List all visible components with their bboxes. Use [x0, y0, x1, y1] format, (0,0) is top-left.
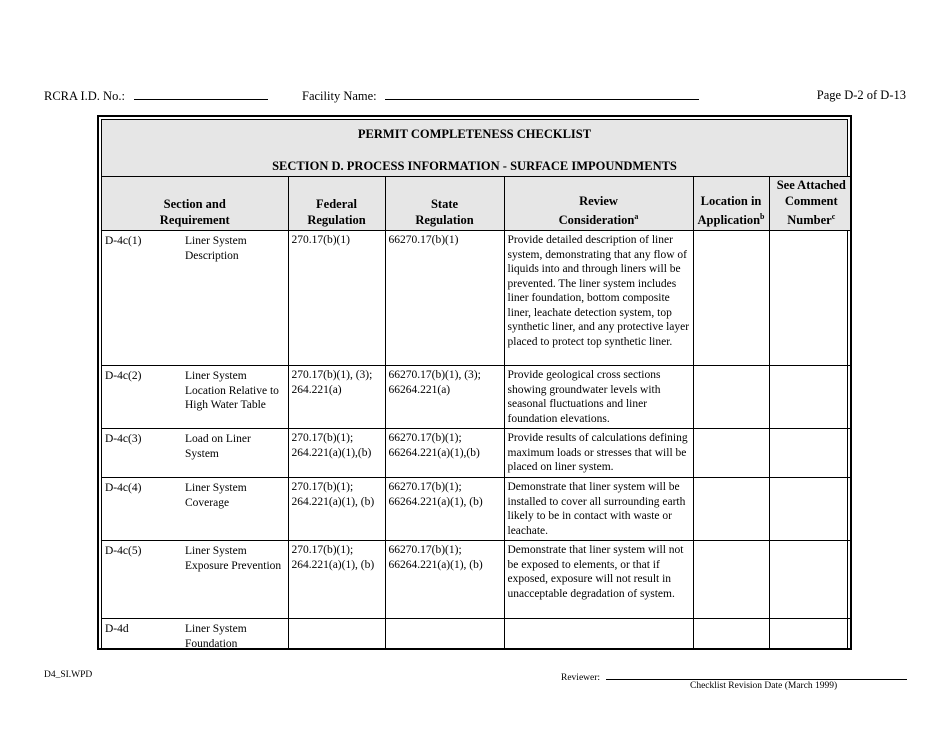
reviewer-label: Reviewer: — [561, 673, 601, 683]
state-regulation: 66270.17(b)(1), (3); 66264.221(a) — [385, 366, 504, 429]
col-header-section: Section and Requirement — [102, 177, 288, 231]
table-header-row — [102, 177, 852, 231]
federal-regulation: 270.17(b)(1); 264.221(a)(1), (b) — [288, 541, 385, 619]
comment-number-cell[interactable] — [769, 429, 852, 478]
table-row — [102, 478, 852, 541]
section-title: SECTION D. PROCESS INFORMATION - SURFACE IMPOUNDMENTS — [272, 159, 677, 173]
table-row — [102, 429, 852, 478]
section-code: D-4c(4) — [105, 482, 142, 495]
header-rcra — [44, 88, 268, 104]
comment-number-cell[interactable] — [769, 619, 852, 650]
federal-regulation: 270.17(b)(1), (3); 264.221(a) — [288, 366, 385, 429]
location-in-application-cell[interactable] — [693, 429, 769, 478]
state-regulation — [385, 619, 504, 650]
checklist-frame — [97, 115, 852, 650]
comment-number-cell[interactable] — [769, 478, 852, 541]
checklist-table — [102, 176, 852, 650]
federal-regulation: 270.17(b)(1); 264.221(a)(1),(b) — [288, 429, 385, 478]
table-row — [102, 231, 852, 366]
requirement: Liner System Description — [185, 235, 247, 262]
col-header-review: Review Consideration$^a$ — [504, 177, 693, 231]
header-facility — [302, 88, 699, 104]
section-code: D-4c(2) — [105, 370, 142, 383]
col-header-state: State Regulation — [385, 177, 504, 231]
requirement: Load on Liner System — [185, 433, 251, 460]
location-in-application-cell[interactable] — [693, 619, 769, 650]
location-in-application-cell[interactable] — [693, 478, 769, 541]
page-number: Page D-2 of D-13 — [816, 88, 906, 102]
requirement: Liner System Location Relative to High Water Table — [185, 370, 279, 412]
federal-regulation: 270.17(b)(1) — [288, 231, 385, 366]
table-row — [102, 619, 852, 650]
comment-number-cell[interactable] — [769, 231, 852, 366]
state-regulation: 66270.17(b)(1); 66264.221(a)(1), (b) — [385, 478, 504, 541]
reviewer-field[interactable] — [606, 670, 907, 680]
review-consideration: Demonstrate that liner system will not be exposed to elements, or that if exposed, exposure will not result in unacceptable degradation of system. — [504, 541, 693, 619]
section-code: D-4c(5) — [105, 545, 142, 558]
location-in-application-cell[interactable] — [693, 366, 769, 429]
state-regulation: 66270.17(b)(1); 66264.221(a)(1), (b) — [385, 541, 504, 619]
review-consideration — [504, 619, 693, 650]
review-consideration: Provide geological cross sections showing groundwater levels with seasonal fluctuations and liner foundation elevations. — [504, 366, 693, 429]
facility-name-label: Facility Name: — [302, 89, 377, 103]
section-code: D-4d — [105, 623, 129, 636]
section-code: D-4c(1) — [105, 235, 142, 248]
comment-number-cell[interactable] — [769, 541, 852, 619]
footer-file-name: D4_SI.WPD — [44, 670, 93, 680]
checklist-title: PERMIT COMPLETENESS CHECKLIST — [357, 127, 592, 141]
review-consideration: Provide detailed description of liner system, demonstrating that any flow of liquids into and through liners will be prevented. The liner system includes liner foundation, bottom composite liner, leachate detection system, top synthetic liner, and any protective layer placed to protect top synthetic liner. — [504, 231, 693, 366]
table-row — [102, 541, 852, 619]
rcra-id-field[interactable] — [134, 88, 268, 100]
col-header-comment: See Attached Comment Number$^c$ — [769, 177, 852, 231]
location-in-application-cell[interactable] — [693, 541, 769, 619]
comment-number-cell[interactable] — [769, 366, 852, 429]
requirement: Liner System Exposure Prevention — [185, 545, 282, 572]
col-header-location: Location in Application$^b$ — [693, 177, 769, 231]
requirement: Liner System Coverage — [185, 482, 247, 509]
review-consideration: Provide results of calculations defining maximum loads or stresses that will be placed on liner system. — [504, 429, 693, 478]
section-code: D-4c(3) — [105, 433, 142, 446]
table-row — [102, 366, 852, 429]
state-regulation: 66270.17(b)(1); 66264.221(a)(1),(b) — [385, 429, 504, 478]
state-regulation: 66270.17(b)(1) — [385, 231, 504, 366]
federal-regulation: 270.17(b)(1); 264.221(a)(1), (b) — [288, 478, 385, 541]
requirement: Liner System Foundation — [185, 623, 247, 650]
review-consideration: Demonstrate that liner system will be installed to cover all surrounding earth likely to be in contact with waste or leachate. — [504, 478, 693, 541]
location-in-application-cell[interactable] — [693, 231, 769, 366]
rcra-id-label: RCRA I.D. No.: — [44, 89, 125, 103]
footer-revision-date: Checklist Revision Date (March 1999) — [690, 681, 838, 691]
title-band — [102, 120, 847, 177]
facility-name-field[interactable] — [385, 88, 699, 100]
col-header-federal: Federal Regulation — [288, 177, 385, 231]
federal-regulation — [288, 619, 385, 650]
